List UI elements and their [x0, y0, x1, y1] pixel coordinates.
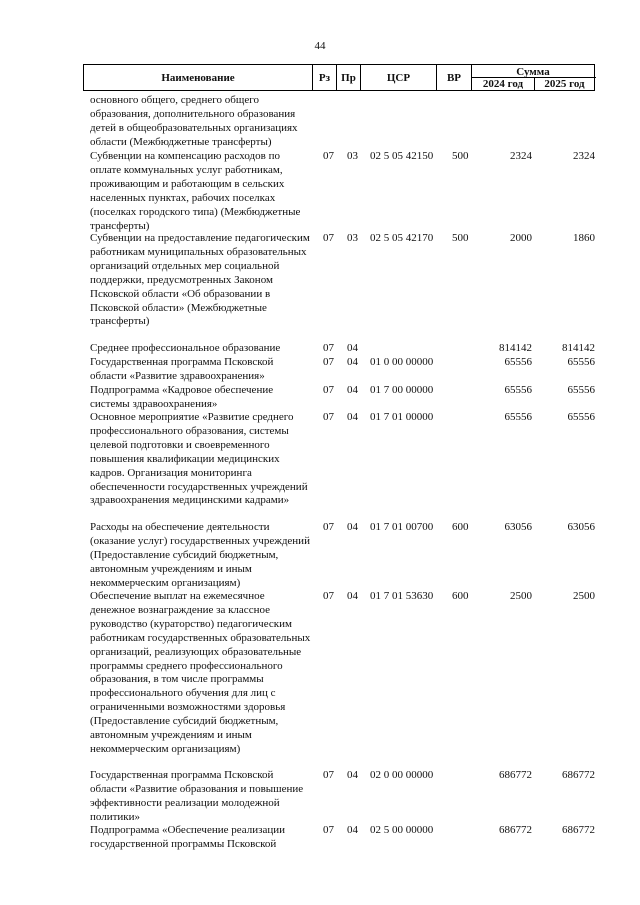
row-sum-2024: 65556 [504, 356, 532, 368]
row-pr: 03 [347, 232, 358, 244]
row-sum-2025: 686772 [562, 824, 595, 836]
row-name: Государственная программа Псковской области «Развитие здравоохранения» [90, 356, 274, 382]
row-csr: 01 7 00 00000 [370, 384, 434, 396]
row-rz: 07 [323, 521, 334, 533]
header-sum: Сумма [516, 66, 550, 78]
row-name: Подпрограмма «Кадровое обеспечение системы здравоохранения» [90, 384, 274, 410]
row-pr: 04 [347, 342, 358, 354]
row-rz: 07 [323, 769, 334, 781]
row-name: основного общего, среднего общего образования, дополнительного образования детей в общеобразовательных организациях области (Межбюджетные трансферты) [90, 94, 298, 148]
header-pr: Пр [341, 71, 356, 84]
row-sum-2024: 686772 [499, 769, 532, 781]
row-sum-2025: 2324 [573, 150, 595, 162]
row-csr: 02 5 00 00000 [370, 824, 434, 836]
row-vr: 500 [452, 232, 469, 244]
header-rz: Рз [318, 71, 331, 84]
row-rz: 07 [323, 342, 334, 354]
row-csr: 02 5 05 42170 [370, 232, 434, 244]
row-sum-2025: 814142 [562, 342, 595, 354]
row-pr: 04 [347, 590, 358, 602]
row-csr: 01 0 00 00000 [370, 356, 434, 368]
row-sum-2025: 63056 [567, 521, 595, 533]
header-year-2025: 2025 год [544, 78, 585, 90]
row-pr: 04 [347, 521, 358, 533]
row-sum-2024: 2324 [510, 150, 532, 162]
row-rz: 07 [323, 356, 334, 368]
row-sum-2024: 2500 [510, 590, 532, 602]
row-name: Государственная программа Псковской области «Развитие образования и повышение эффективности реализации молодежной политики» [90, 769, 304, 823]
row-name: Обеспечение выплат на ежемесячное денежное вознаграждение за классное руководство (кураторство) педагогическим работникам государственных образовательных организаций, реализующих образовательные программы среднего профессионального образования, в том числе программы профессионального обучения для лиц с ограниченными возможностями здоровья (Предоставление субсидий бюджетным, автономным учреждениям и иным некоммерческим организациям) [90, 590, 311, 755]
row-name: Среднее профессиональное образование [90, 342, 281, 354]
row-csr: 02 0 00 00000 [370, 769, 434, 781]
row-rz: 07 [323, 232, 334, 244]
row-sum-2024: 686772 [499, 824, 532, 836]
header-name: Наименование [161, 71, 235, 84]
row-sum-2024: 63056 [504, 521, 532, 533]
row-vr: 600 [452, 590, 469, 602]
row-sum-2025: 1860 [573, 232, 595, 244]
row-rz: 07 [323, 150, 334, 162]
page-number: 44 [314, 40, 326, 52]
row-csr: 01 7 01 53630 [370, 590, 434, 602]
row-pr: 04 [347, 356, 358, 368]
row-name: Расходы на обеспечение деятельности (оказание услуг) государственных учреждений (Предоставление субсидий бюджетным, автономным учреждениям и иным некоммерческим организациям) [90, 521, 310, 589]
row-vr: 500 [452, 150, 469, 162]
row-pr: 04 [347, 411, 358, 423]
row-pr: 04 [347, 384, 358, 396]
row-sum-2025: 65556 [567, 411, 595, 423]
row-pr: 04 [347, 769, 358, 781]
row-pr: 03 [347, 150, 358, 162]
header-csr: ЦСР [386, 71, 411, 84]
row-rz: 07 [323, 590, 334, 602]
row-name: Подпрограмма «Обеспечение реализации государственной программы Псковской [90, 824, 285, 850]
row-pr: 04 [347, 824, 358, 836]
row-sum-2025: 65556 [567, 356, 595, 368]
row-rz: 07 [323, 384, 334, 396]
header-year-2024: 2024 год [482, 78, 524, 90]
row-sum-2024: 65556 [504, 384, 532, 396]
row-name: Субвенции на предоставление педагогическим работникам муниципальных образовательных организаций отдельных мер социальной поддержки, предусмотренных Законом Псковской области «Об образовании в Псковской области» (Межбюджетные трансферты) [90, 232, 310, 328]
row-sum-2025: 686772 [562, 769, 595, 781]
header-vr: ВР [446, 71, 462, 84]
row-name: Основное мероприятие «Развитие среднего профессионального образования, системы целевой подготовки и своевременного повышения квалификации медицинских кадров. Организация мониторинга обеспеченности государственных учреждений здравоохранения медицинскими кадрами» [90, 411, 308, 507]
row-sum-2024: 814142 [499, 342, 532, 354]
row-rz: 07 [323, 411, 334, 423]
row-name: Субвенции на компенсацию расходов по оплате коммунальных услуг работникам, проживающим и работающим в сельских населенных пунктах, рабочих поселках (поселках городского типа) (Межбюджетные трансферты) [90, 150, 301, 232]
row-rz: 07 [323, 824, 334, 836]
row-sum-2024: 65556 [504, 411, 532, 423]
row-sum-2024: 2000 [510, 232, 532, 244]
row-csr: 01 7 01 00700 [370, 521, 434, 533]
row-vr: 600 [452, 521, 469, 533]
row-sum-2025: 2500 [573, 590, 595, 602]
row-csr: 02 5 05 42150 [370, 150, 434, 162]
row-sum-2025: 65556 [567, 384, 595, 396]
row-csr: 01 7 01 00000 [370, 411, 434, 423]
